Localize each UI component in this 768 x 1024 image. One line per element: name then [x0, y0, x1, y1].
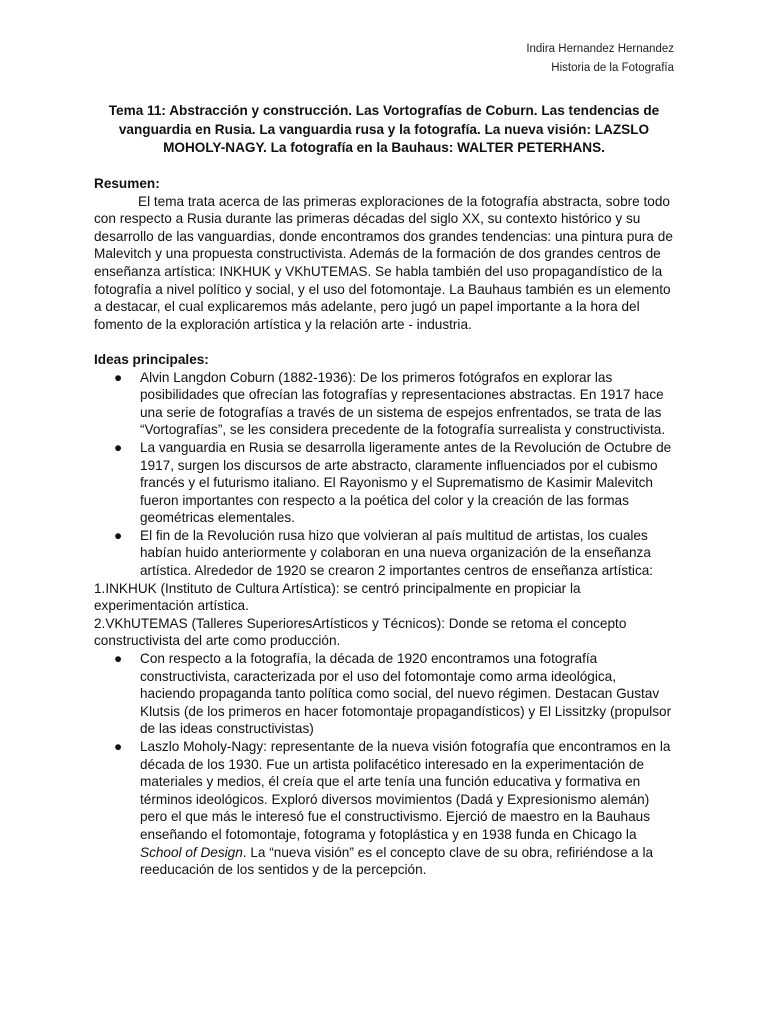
list-item-text: El fin de la Revolución rusa hizo que volvieran al país multitud de artistas, los cuales habían huido anteriormente y colaboran en una nueva organización de la enseñanza artística. Alrededor de 1920 se crearon 2 importantes centros de enseñanza artística:: [140, 527, 654, 579]
list-item-text: Con respecto a la fotografía, la década de 1920 encontramos una fotografía constructivista, caracterizada por el uso del fotomontaje como arma ideológica, haciendo propaganda tanto política como social, del nuevo régimen. Destacan Gustav Klutsis (de los primeros en hacer fotomontaje propagandísticos) y El Lissitzky (propulsor de las ideas constructivistas): [140, 651, 672, 737]
ideas-list-2: [94, 650, 674, 879]
list-item-text: [140, 739, 670, 877]
bullet-icon: ●: [114, 439, 123, 455]
list-item: [94, 650, 674, 738]
ideas-list-1: [94, 369, 674, 580]
spacer: [94, 333, 674, 351]
document-title: Tema 11: Abstracción y construcción. Las Vortografías de Coburn. Las tendencias de vanguardia en Rusia. La vanguardia rusa y la fotografía. La nueva visión: LAZSLO MOHOLY-NAGY. La fotografía en la Bauhaus: WALTER PETERHANS.: [108, 103, 660, 155]
numbered-item-vkhutemas: 2.VKhUTEMAS (Talleres SuperioresArtísticos y Técnicos): Donde se retoma el concepto constructivista del arte como producción.: [94, 615, 627, 649]
school-of-design-title: School of Design: [140, 844, 243, 860]
author-name: Indira Hernandez Hernandez: [526, 43, 674, 55]
list-item-text-part: . La “nueva visión” es el concepto clave de su obra, refiriéndose a la reeducación de los sentidos y de la percepción.: [140, 844, 654, 878]
list-item-text: La vanguardia en Rusia se desarrolla ligeramente antes de la Revolución de Octubre de 1917, surgen los discursos de arte abstracto, claramente influenciados por el cubismo francés y el futurismo italiano. El Rayonismo y el Suprematismo de Kasimir Malevitch fueron importantes con respecto a la poética del color y la creación de las formas geométricas elementales.: [140, 439, 672, 526]
ideas-heading: Ideas principales:: [94, 351, 209, 367]
course-name: Historia de la Fotografía: [551, 62, 674, 74]
list-item: [94, 738, 674, 879]
numbered-item-inkhuk: 1.INKHUK (Instituto de Cultura Artística): se centró principalmente en propiciar la experimentación artística.: [94, 580, 581, 614]
resumen-heading: Resumen:: [94, 176, 160, 191]
bullet-icon: ●: [114, 651, 123, 667]
list-item: [94, 439, 674, 527]
list-item-text: Alvin Langdon Coburn (1882-1936): De los primeros fotógrafos en explorar las posibilidades que ofrecían las fotografías y representaciones abstractas. En 1917 hace una serie de fotografías a través de un sistema de espejos enfrentados, se trata de las “Vortografías”, se les considera precedente de la fotografía surrealista y constructivista.: [140, 369, 666, 438]
list-item: [94, 369, 674, 439]
bullet-icon: ●: [114, 369, 123, 385]
list-item-text-part: Laszlo Moholy-Nagy: representante de la nueva visión fotografía que encontramos en la década de los 1930. Fue un artista polifacético interesado en la experimentación de materiales y medios, él creía que el arte tenía una función educativa y formativa en términos ideológicos. Exploró diversos movimientos (Dadá y Expresionismo alemán) pero el que más le interesó fue el constructivismo. Ejerció de maestro en la Bauhaus enseñando el fotomontaje, fotograma y fotoplástica y en 1938 funda en Chicago la: [140, 739, 671, 842]
bullet-icon: ●: [114, 527, 123, 543]
bullet-icon: ●: [114, 739, 123, 754]
list-item: [94, 527, 674, 580]
document-body: [94, 175, 674, 879]
resumen-text: El tema trata acerca de las primeras exploraciones de la fotografía abstracta, sobre todo con respecto a Rusia durante las primeras décadas del siglo XX, su contexto histórico y su desarrollo de las vanguardias, donde encontramos dos grandes tendencias: una pintura pura de Malevitch y una propuesta constructivista. Además de la formación de dos grandes centros de enseñanza artística: INKHUK y VKhUTEMAS. Se habla también del uso propagandístico de la fotografía a nivel político y social, y el uso del fotomontaje. La Bauhaus también es un elemento a destacar, el cual explicaremos más adelante, pero jugó un papel importante a la hora del fomento de la exploración artística y la relación arte - industria.: [94, 193, 673, 332]
page-header: [526, 40, 674, 78]
